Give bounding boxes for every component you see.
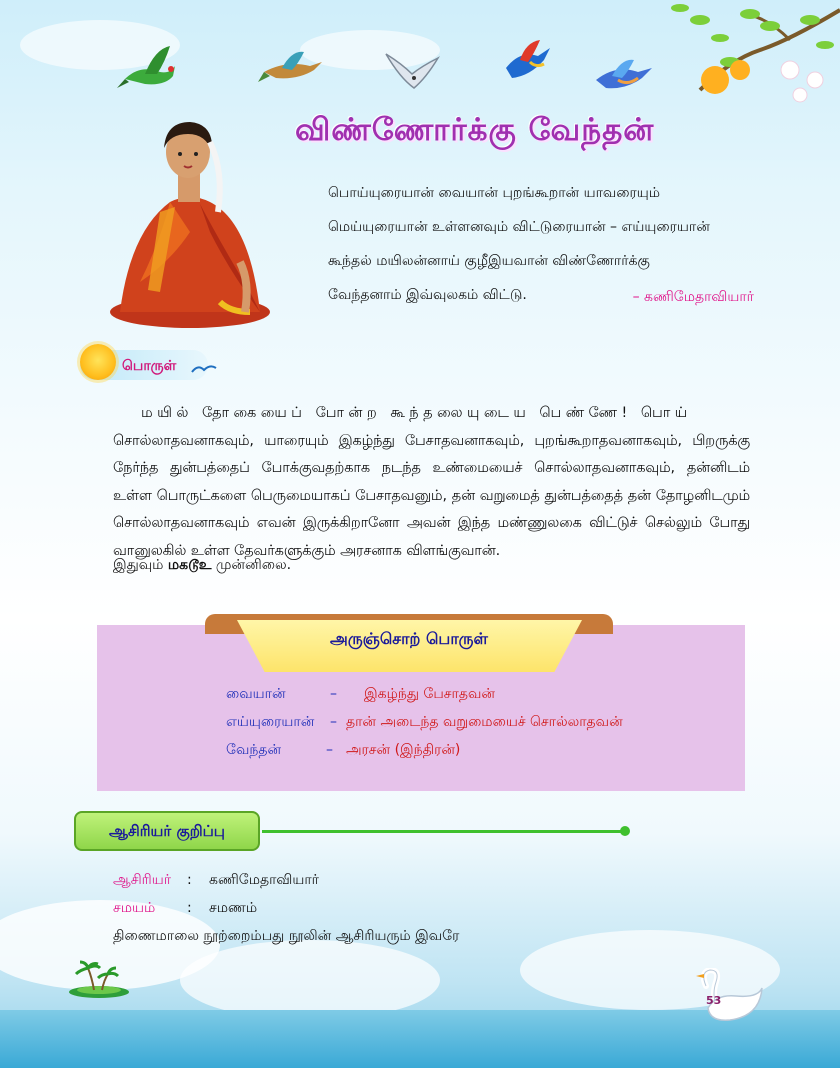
swan-icon: [686, 968, 766, 1028]
glossary-meaning: அரசன் (இந்திரன்): [346, 742, 461, 758]
meaning-rest: சொல்லாதவனாகவும், யாரையும் இகழ்ந்து பேசாதவனாகவும், புறங்கூறாதவனாகவும், பிறருக்கு நேர்ந்த துன்பத்தைப் போக்குவதற்காக நடந்த உண்மையைச் சொல்லாதவனாகவும், தன்னிடம் உள்ள பொருட்களை பெருமையாகப் பேசாதவனும், தன் வறுமைத் துன்பத்தைத் தன் தோழனிடமும் சொல்லாதவனாகவும் எவன் இருக்கிறானோ அவன் இந்த மண்ணுலகை விட்டுச் செல்லும் போது வானுலகில் உள்ள தேவர்களுக்கும் அரசனாக விளங்குவான்.: [113, 432, 750, 559]
note-prefix: இதுவும்: [113, 557, 168, 573]
dove-icon: [382, 44, 442, 94]
verse-line: மெய்யுரையான் உள்ளனவும் விட்டுரையான் – எய்யுரையான்: [328, 219, 710, 235]
meaning-text: [113, 400, 750, 565]
glossary-header: [205, 614, 613, 672]
meaning-first-line: மயில் தோகையைப் போன்ற கூந்தலையுடைய பெண்ணே! பொய்: [141, 405, 692, 421]
author-label: ஆசிரியர்: [113, 872, 172, 888]
cloud: [180, 940, 440, 1020]
note-suffix: முன்னிலை.: [211, 557, 292, 573]
macaw-icon: [500, 38, 554, 84]
author-note-title: ஆசிரியர் குறிப்பு: [109, 822, 225, 840]
divider-dot: [620, 826, 630, 836]
glossary-word: வையான்: [226, 686, 286, 702]
glossary-meaning: தான் அடைந்த வறுமையைச் சொல்லாதவன்: [346, 714, 623, 730]
island-icon: [64, 960, 134, 1000]
colon: :: [187, 872, 192, 888]
meaning-label: பொருள்: [122, 358, 177, 374]
glossary-title: அருஞ்சொற் பொருள்: [330, 629, 488, 648]
divider-line: [262, 830, 624, 833]
verse-line: பொய்யுரையான் வையான் புறங்கூறான் யாவரையும்: [328, 185, 661, 201]
author-extra: திணைமாலை நூற்றைம்பது நூலின் ஆசிரியரும் இவரே: [113, 928, 460, 944]
verse-line: கூந்தல் மயிலன்னாய் குழீஇயவான் விண்ணோர்க்கு: [328, 253, 650, 269]
grammar-note: [113, 557, 291, 575]
glossary-meaning: இகழ்ந்து பேசாதவன்: [364, 686, 495, 702]
woman-illustration: [100, 112, 280, 332]
glossary-sep: –: [326, 742, 333, 758]
glossary-word: எய்யுரையான்: [226, 714, 315, 730]
bee-eater-bird-icon: [258, 48, 328, 88]
glossary-word: வேந்தன்: [226, 742, 282, 758]
religion-value: சமணம்: [209, 900, 258, 916]
glossary-sep: –: [330, 714, 337, 730]
author-row: [113, 872, 319, 890]
glossary-row: [226, 714, 623, 732]
sun-icon: [80, 344, 116, 380]
glossary-row: [226, 686, 495, 704]
glossary-sep: –: [330, 686, 337, 702]
verse-author: – கணிமேதாவியார்: [632, 289, 754, 305]
page-title: விண்ணோர்க்கு வேந்தன்: [295, 112, 655, 148]
colon: :: [187, 900, 192, 916]
parrot-green-icon: [115, 44, 185, 94]
bird-icon: [190, 362, 218, 378]
page-number: 53: [706, 994, 722, 1007]
verse-line: வேந்தனாம் இவ்வுலகம் விட்டு.: [328, 287, 527, 303]
flower-branch-icon: [640, 0, 840, 120]
note-bold: மகடூஉ: [167, 557, 212, 573]
author-value: கணிமேதாவியார்: [209, 872, 319, 888]
religion-row: [113, 900, 257, 918]
glossary-row: [226, 742, 460, 760]
religion-label: சமயம்: [113, 900, 156, 916]
